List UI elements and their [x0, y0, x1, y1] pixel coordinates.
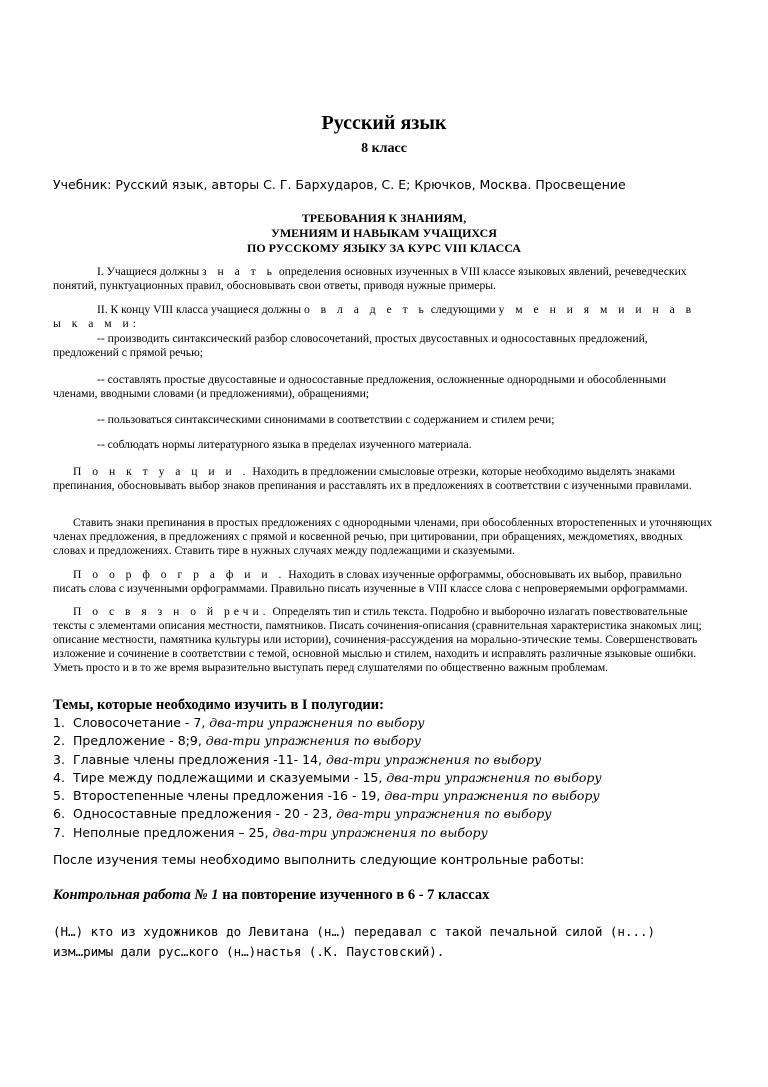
- list-item-number: 5.: [53, 788, 65, 804]
- list-item-note: два-три упражнения по выбору: [205, 733, 422, 749]
- list-item: [53, 824, 602, 842]
- skill-item-1: -- производить синтаксический разбор словосочетаний, простых двусоставных и односоставных предложений, предложений с прямой речью;: [53, 332, 648, 359]
- list-item-text: Односоставные предложения - 20 - 23,: [73, 806, 337, 822]
- speech-label: П о с в я з н о й речи.: [73, 605, 270, 618]
- list-item-note: два-три упражнения по выбору: [386, 769, 602, 785]
- skill-item-2: -- составлять простые двусоставные и односоставные предложения, осложненные однородными и обособленными членами, вводными словами (и предложениями), обращениями;: [53, 373, 667, 400]
- after-study-text: После изучения темы необходимо выполнить следующие контрольные работы:: [53, 852, 585, 867]
- list-item-text: Главные члены предложения -11- 14,: [73, 751, 326, 767]
- orthography-label: П о о р ф о г р а ф и и .: [73, 568, 286, 581]
- page-title: Русский язык: [321, 112, 447, 134]
- punctuation-paragraph: [53, 465, 713, 493]
- skill-item-3: -- пользоваться синтаксическими синонимами в соответствии с содержанием и стилем речи;: [97, 413, 555, 426]
- textbook-line: Учебник: Русский язык, авторы С. Г. Бархударов, С. Е; Крючков, Москва. Просвещение: [53, 177, 626, 192]
- section-2-prefix: II. К концу VIII класса учащиеся должны: [97, 303, 304, 316]
- list-item-text: Второстепенные члены предложения -16 - 19,: [73, 788, 385, 804]
- section-1-spaced: з н а т ь: [202, 265, 276, 278]
- control-work-title: Контрольная работа № 1: [53, 887, 219, 903]
- list-item: [53, 714, 602, 732]
- requirements-line-2: УМЕНИЯМ И НАВЫКАМ УЧАЩИХСЯ: [271, 226, 497, 240]
- list-item-text: Неполные предложения – 25,: [73, 824, 273, 840]
- speech-paragraph: [53, 605, 713, 675]
- section-2-middle: следующими: [427, 303, 499, 316]
- section-1-prefix: I. Учащиеся должны: [97, 265, 203, 278]
- list-item-text: Словосочетание - 7,: [73, 715, 210, 730]
- requirements-heading: [0, 211, 768, 256]
- section-2-spaced-1: о в л а д е т ь: [303, 303, 428, 316]
- list-item-number: 2.: [53, 733, 65, 749]
- section-1-paragraph: [53, 265, 713, 293]
- list-item-note: два-три упражнения по выбору: [384, 788, 600, 804]
- themes-list: [53, 714, 602, 842]
- list-item-note: два-три упражнения по выбору: [336, 806, 552, 822]
- dictation-text: [53, 922, 655, 962]
- list-item-note: два-три упражнения по выбору: [326, 751, 542, 767]
- control-work-heading: [53, 887, 489, 904]
- speech-text: Определять тип и стиль текста. Подробно и выборочно излагать повествовательные тексты с элементами описания местности, памятников. Писать сочинения-описания (сравнительная характеристика знакомых лиц; описание местности, памятника культуры или истории), сочинения-рассуждения на морально-этические темы. Совершенствовать изложение и сочинение в соответствии с темой, основной мыслью и стилем, находить и исправлять различные языковые ошибки. Уметь просто и в то же время выразительно выступать перед слушателями по общественно важным проблемам.: [53, 605, 702, 674]
- list-item: [53, 732, 602, 750]
- list-item: [53, 751, 602, 769]
- punctuation-label: П о н к т у а ц и и .: [73, 465, 250, 478]
- themes-heading: Темы, которые необходимо изучить в I полугодии:: [53, 697, 384, 713]
- grade-subtitle: 8 класс: [361, 141, 407, 156]
- list-item-text: Предложение - 8;9,: [73, 733, 206, 749]
- section-2-paragraph: [53, 303, 713, 331]
- list-item-text: Тире между подлежащими и сказуемыми - 15,: [73, 769, 387, 785]
- orthography-text: Находить в словах изученные орфограммы, обосновывать их выбор, правильно писать слова с изученными орфограммами. Правильно писать изученные в VIII классе слова с непроверяемыми орфограммами.: [53, 568, 688, 595]
- section-1-text: определения основных изученных в VIII классе языковых явлений, речеведческих понятий, пунктуационных правил, обосновывать свои ответы, приводя нужные примеры.: [53, 265, 687, 292]
- orthography-paragraph: [53, 568, 713, 596]
- section-2-suffix: :: [132, 317, 136, 330]
- list-item-note: два-три упражнения по выбору: [272, 824, 488, 840]
- list-item-number: 4.: [53, 769, 65, 785]
- list-item-number: 3.: [53, 751, 65, 767]
- dictation-line-2: изм…римы дали рус…кого (н…)настья (.К. Паустовский).: [53, 944, 445, 959]
- requirements-line-1: ТРЕБОВАНИЯ К ЗНАНИЯМ,: [301, 211, 467, 225]
- skill-item-4: -- соблюдать нормы литературного языка в пределах изученного материала.: [97, 438, 472, 451]
- list-item: [53, 805, 602, 823]
- list-item: [53, 787, 602, 805]
- requirements-line-3: ПО РУССКОМУ ЯЗЫКУ ЗА КУРС VIII КЛАССА: [247, 241, 521, 255]
- section-2-spaced-2: у м е н и я м и и н а в ы к а м и: [53, 303, 696, 330]
- list-item-note: два-три упражнения по выбору: [209, 715, 425, 730]
- list-item-number: 7.: [53, 824, 65, 840]
- list-item-number: 6.: [53, 806, 65, 822]
- control-work-subtitle: на повторение изученного в 6 - 7 классах: [218, 887, 490, 903]
- list-item: [53, 769, 602, 787]
- punctuation-2-paragraph: Ставить знаки препинания в простых предложениях с однородными членами, при обособленных второстепенных и уточняющих членах предложения, в предложениях с прямой и косвенной речью, при цитировании, при обращениях, междометиях, вводных словах и предложениях. Ставить тире в нужных случаях между подлежащими и сказуемыми.: [53, 516, 713, 557]
- punctuation-text: Находить в предложении смысловые отрезки, которые необходимо выделять знаками препинания, обосновывать выбор знаков препинания и расставлять их в предложениях в соответствии с изученными правилами.: [53, 465, 692, 492]
- list-item-number: 1.: [53, 715, 65, 730]
- dictation-line-1: (Н…) кто из художников до Левитана (н…) передавал с такой печальной силой (н...): [53, 924, 656, 939]
